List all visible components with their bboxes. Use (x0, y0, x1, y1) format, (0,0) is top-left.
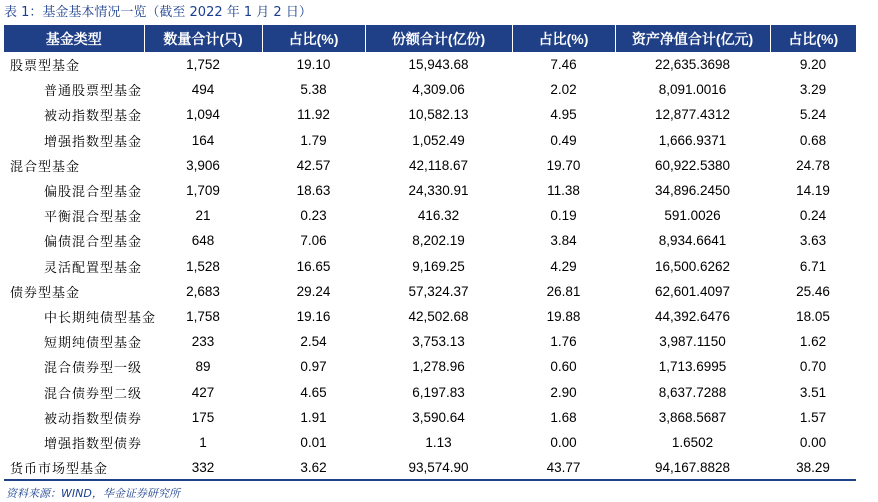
nav-share-cell: 0.68 (799, 132, 827, 148)
count-share-cell: 0.23 (300, 208, 327, 224)
nav-share-cell: 0.00 (799, 434, 827, 450)
units-cell: 42,118.67 (408, 157, 469, 173)
table-row-subcategory (4, 379, 856, 404)
count-share-cell: 3.62 (300, 459, 327, 475)
table-header-row (4, 25, 856, 52)
nav-share-cell: 18.05 (796, 308, 830, 324)
count-share-cell: 0.01 (300, 434, 327, 450)
table-row-subcategory (4, 405, 856, 430)
count-share-cell: 16.65 (296, 258, 331, 274)
units-share-cell: 11.38 (547, 183, 580, 199)
units-cell: 6,197.83 (412, 384, 465, 400)
count-cell: 3,906 (186, 157, 220, 173)
units-cell: 9,169.25 (412, 258, 465, 274)
units-share-cell: 4.95 (550, 107, 577, 123)
nav-share-cell: 24.78 (796, 157, 830, 173)
units-share-cell: 19.88 (546, 308, 581, 324)
nav-share-cell: 9.20 (799, 57, 827, 73)
count-cell: 332 (191, 459, 215, 475)
header-nav: 资产净值合计(亿元) (615, 25, 770, 52)
table-row-subcategory (4, 102, 856, 127)
table-caption: 表 1：基金基本情况一览（截至 2022 年 1 月 2 日） (4, 5, 312, 20)
nav-cell: 1,713.6995 (658, 359, 727, 375)
count-cell: 1,758 (186, 308, 220, 324)
table-row-subcategory (4, 128, 856, 153)
nav-cell: 16,500.6262 (654, 258, 731, 274)
count-share-cell: 5.38 (300, 82, 327, 98)
count-share-cell: 7.06 (300, 233, 327, 249)
units-cell: 10,582.13 (408, 107, 469, 123)
fund-type-cell: 偏债混合型基金 (44, 235, 143, 251)
units-cell: 1,052.49 (412, 132, 465, 148)
table-row-subcategory (4, 430, 856, 455)
nav-share-cell: 5.24 (799, 107, 827, 123)
fund-type-cell: 货币市场型基金 (10, 461, 109, 477)
header-units-share: 占比(%) (512, 25, 615, 52)
count-cell: 427 (191, 384, 215, 400)
count-cell: 2,683 (186, 283, 220, 299)
fund-type-cell: 偏股混合型基金 (44, 185, 143, 201)
units-cell: 15,943.68 (408, 57, 469, 73)
count-cell: 1 (199, 434, 207, 450)
units-share-cell: 19.70 (546, 157, 581, 173)
count-cell: 1,709 (186, 183, 220, 199)
fund-type-cell: 灵活配置型基金 (44, 260, 143, 276)
fund-type-cell: 短期纯债型基金 (44, 336, 143, 352)
units-share-cell: 3.84 (550, 233, 577, 249)
count-cell: 164 (191, 132, 215, 148)
count-cell: 89 (195, 359, 211, 375)
nav-cell: 3,987.1150 (659, 334, 726, 350)
nav-share-cell: 0.24 (799, 208, 827, 224)
count-share-cell: 4.65 (300, 384, 327, 400)
header-fund-type: 基金类型 (45, 30, 102, 47)
fund-type-cell: 被动指数型债券 (44, 411, 143, 427)
units-share-cell: 2.90 (550, 384, 577, 400)
fund-overview-table (4, 25, 856, 481)
header-count-share: 占比(%) (262, 25, 365, 52)
units-share-cell: 0.60 (550, 359, 577, 375)
units-share-cell: 1.68 (550, 409, 577, 425)
table-row-subcategory (4, 77, 856, 102)
count-share-cell: 11.92 (297, 107, 330, 123)
nav-share-cell: 0.70 (799, 359, 827, 375)
count-share-cell: 19.16 (296, 308, 331, 324)
fund-type-cell: 混合债券型一级 (44, 361, 143, 377)
table-row-subcategory (4, 228, 856, 253)
count-share-cell: 18.63 (296, 183, 331, 199)
table-row-category (4, 52, 856, 77)
nav-share-cell: 1.57 (799, 409, 827, 425)
nav-cell: 94,167.8828 (654, 459, 731, 475)
units-cell: 4,309.06 (412, 82, 465, 98)
count-share-cell: 1.91 (300, 409, 327, 425)
count-cell: 648 (191, 233, 215, 249)
nav-share-cell: 1.62 (799, 334, 827, 350)
count-share-cell: 29.24 (296, 283, 331, 299)
nav-cell: 22,635.3698 (654, 57, 731, 73)
units-share-cell: 2.02 (550, 82, 577, 98)
fund-type-cell: 股票型基金 (10, 59, 81, 75)
header-nav-share: 占比(%) (770, 25, 856, 52)
nav-share-cell: 3.63 (799, 233, 827, 249)
count-cell: 21 (195, 208, 211, 224)
units-cell: 42,502.68 (408, 308, 469, 324)
nav-cell: 8,091.0016 (658, 82, 727, 98)
fund-type-cell: 增强指数型债券 (44, 436, 143, 452)
units-cell: 3,590.64 (412, 409, 465, 425)
count-share-cell: 2.54 (300, 334, 327, 350)
units-share-cell: 7.46 (550, 57, 577, 73)
fund-type-cell: 被动指数型基金 (44, 109, 143, 125)
count-cell: 1,528 (186, 258, 220, 274)
count-cell: 1,094 (186, 107, 220, 123)
units-share-cell: 0.19 (550, 208, 577, 224)
units-share-cell: 4.29 (550, 258, 577, 274)
units-cell: 3,753.13 (412, 334, 465, 350)
nav-cell: 1.6502 (671, 434, 714, 450)
table-row-subcategory (4, 203, 856, 228)
fund-type-cell: 债券型基金 (10, 285, 81, 301)
table-row-subcategory (4, 178, 856, 203)
fund-type-cell: 增强指数型基金 (44, 134, 143, 150)
table-row-category (4, 279, 856, 304)
count-share-cell: 0.97 (300, 359, 327, 375)
fund-type-cell: 混合型基金 (10, 159, 81, 175)
nav-share-cell: 38.29 (796, 459, 830, 475)
table-row-subcategory (4, 329, 856, 354)
table-row-category (4, 455, 856, 480)
header-count: 数量合计(只) (144, 25, 262, 52)
units-share-cell: 0.49 (550, 132, 577, 148)
nav-cell: 34,896.2450 (654, 183, 731, 199)
nav-cell: 60,922.5380 (654, 157, 731, 173)
count-share-cell: 42.57 (296, 157, 331, 173)
nav-share-cell: 6.71 (799, 258, 827, 274)
units-share-cell: 43.77 (546, 459, 581, 475)
units-cell: 416.32 (417, 208, 460, 224)
units-cell: 8,202.19 (412, 233, 465, 249)
units-cell: 24,330.91 (408, 183, 469, 199)
table-row-category (4, 153, 856, 178)
fund-type-cell: 普通股票型基金 (44, 84, 143, 100)
nav-cell: 1,666.9371 (658, 132, 727, 148)
count-share-cell: 19.10 (296, 57, 331, 73)
nav-share-cell: 3.29 (799, 82, 827, 98)
nav-share-cell: 3.51 (799, 384, 827, 400)
units-share-cell: 26.81 (546, 283, 581, 299)
nav-cell: 591.0026 (664, 208, 721, 224)
nav-share-cell: 25.46 (796, 283, 830, 299)
count-cell: 233 (191, 334, 215, 350)
units-cell: 1,278.96 (412, 359, 465, 375)
nav-share-cell: 14.19 (796, 183, 830, 199)
units-cell: 57,324.37 (408, 283, 469, 299)
units-share-cell: 1.76 (550, 334, 577, 350)
nav-cell: 44,392.6476 (654, 308, 731, 324)
count-cell: 1,752 (186, 57, 220, 73)
fund-type-cell: 中长期纯债型基金 (44, 310, 157, 326)
units-cell: 93,574.90 (408, 459, 469, 475)
fund-type-cell: 混合债券型二级 (44, 386, 143, 402)
fund-type-cell: 平衡混合型基金 (44, 210, 143, 226)
table-row-subcategory (4, 354, 856, 379)
nav-cell: 8,637.7288 (658, 384, 727, 400)
count-cell: 494 (191, 82, 215, 98)
table-row-subcategory (4, 254, 856, 279)
source-note: 资料来源：WIND，华金证券研究所 (6, 487, 180, 500)
units-share-cell: 0.00 (550, 434, 577, 450)
nav-cell: 12,877.4312 (654, 107, 731, 123)
nav-cell: 8,934.6641 (658, 233, 727, 249)
nav-cell: 62,601.4097 (654, 283, 731, 299)
header-units: 份额合计(亿份) (365, 25, 512, 52)
count-cell: 175 (191, 409, 215, 425)
units-cell: 1.13 (425, 434, 452, 450)
nav-cell: 3,868.5687 (658, 409, 727, 425)
count-share-cell: 1.79 (300, 132, 327, 148)
table-row-subcategory (4, 304, 856, 329)
